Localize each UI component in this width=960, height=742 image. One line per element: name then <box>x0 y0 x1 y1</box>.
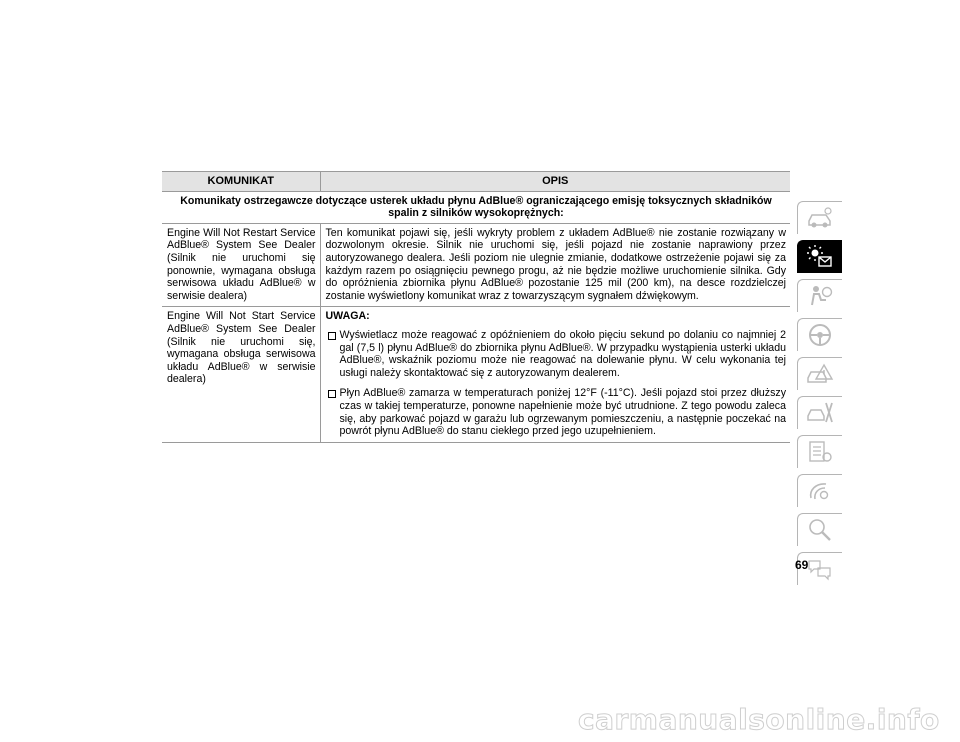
adblue-messages-table <box>162 171 790 443</box>
service-tools-icon <box>806 400 834 426</box>
specifications-list-icon <box>806 439 834 465</box>
search-index-icon <box>806 517 834 543</box>
description-cell: Ten komunikat pojawi się, jeśli wykryty problem z układem AdBlue® nie zostanie rozwiązany w dozwolonym okresie. Silnik nie uruchomi się, jeśli pojazd nie zostanie naprawiony przez autoryzowanego dealera. Jeśli poziom nie ulegnie zmianie, dodatkowe ostrzeżenie pojawi się za każdym razem po osiągnięciu pewnego progu, aż nie będzie możliwe uruchomienie silnika. Gdy do opróżnienia zbiornika płynu AdBlue® pozostanie 125 mil (200 km), na desce rozdzielczej zostanie wyświetlony komunikat wraz z towarzyszącym sygnałem dźwiękowym. <box>320 223 790 307</box>
tab-car-info[interactable] <box>797 201 842 234</box>
tab-warning-lights[interactable] <box>797 240 842 273</box>
table-header-row <box>162 172 790 192</box>
table-row <box>162 307 790 442</box>
chapter-tabs <box>797 201 842 591</box>
note-bullet <box>326 387 787 437</box>
airbag-safety-icon <box>806 283 834 309</box>
tab-search-index[interactable] <box>797 513 842 546</box>
multimedia-icon <box>806 478 834 504</box>
tab-service-tools[interactable] <box>797 396 842 429</box>
tab-steering-wheel[interactable] <box>797 318 842 351</box>
watermark: carmanualsonline.info <box>578 703 940 736</box>
column-header-description: OPIS <box>320 172 790 192</box>
car-emergency-icon <box>806 361 834 387</box>
description-cell <box>320 307 790 442</box>
section-row <box>162 191 790 223</box>
page-number: 69 <box>795 558 809 572</box>
warning-lights-icon <box>806 244 834 270</box>
checkbox-bullet-icon <box>328 390 336 398</box>
tab-airbag-safety[interactable] <box>797 279 842 312</box>
car-info-icon <box>806 205 834 231</box>
checkbox-bullet-icon <box>328 332 336 340</box>
tab-multimedia[interactable] <box>797 474 842 507</box>
message-cell: Engine Will Not Start Service AdBlue® System See Dealer (Silnik nie uruchomi się, wymagana obsługa serwisowa układu AdBlue® w serwisie dealera) <box>162 307 320 442</box>
section-title: Komunikaty ostrzegawcze dotyczące usterek układu płynu AdBlue® ograniczającego emisję toksycznych składników spalin z silników wysokoprężnych: <box>162 191 790 223</box>
note-bullet <box>326 329 787 379</box>
tab-specifications[interactable] <box>797 435 842 468</box>
message-cell: Engine Will Not Restart Service AdBlue® System See Dealer (Silnik nie uruchomi się ponownie, wymagana obsługa serwisowa układu AdBlue® w serwisie dealera) <box>162 223 320 307</box>
steering-wheel-icon <box>806 322 834 348</box>
note-bullet-text: Płyn AdBlue® zamarza w temperaturach poniżej 12°F (-11°C). Jeśli pojazd stoi przez dłuższy czas w takiej temperaturze, ponowne napełnienie może być utrudnione. Z tego powodu zaleca się, aby parkować pojazd w garażu lub ogrzewanym pomieszczeniu, a następnie poczekać na powrót płynu AdBlue® do stanu ciekłego przed jego uzupełnieniem. <box>339 387 786 438</box>
note-bullet-text: Wyświetlacz może reagować z opóźnieniem do około pięciu sekund po dolaniu co najmniej 2 gal (7,5 l) płynu AdBlue® do zbiornika płynu AdBlue®. W przypadku wystąpienia usterki układu AdBlue®, wskaźnik poziomu może nie reagować na dolewanie płynu. W celu wykonania tej usługi należy skontaktować się z autoryzowanym dealerem. <box>339 328 786 379</box>
note-title: UWAGA: <box>325 310 370 323</box>
column-header-message: KOMUNIKAT <box>162 172 320 192</box>
tab-car-emergency[interactable] <box>797 357 842 390</box>
table-row <box>162 223 790 307</box>
